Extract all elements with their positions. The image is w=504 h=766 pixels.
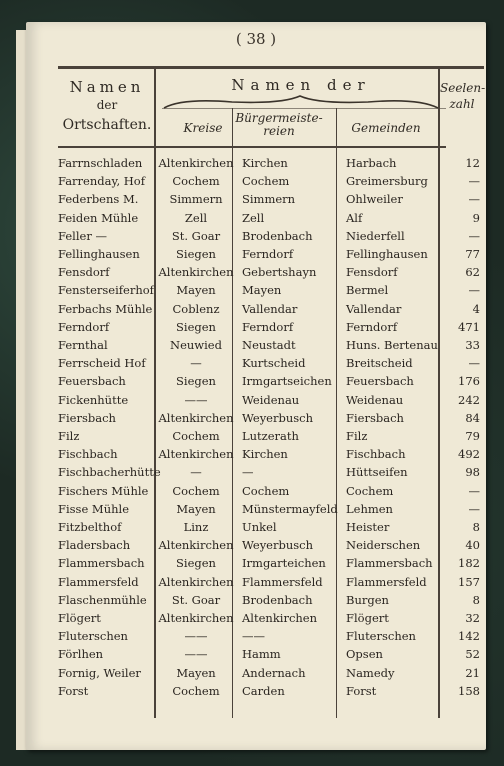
buergermeisterei-cell: Gebertshayn: [242, 265, 317, 280]
buergermeisterei-cell: Vallendar: [242, 301, 298, 316]
seelenzahl-cell: —: [468, 192, 480, 207]
kreis-cell: Mayen: [176, 283, 216, 298]
gemeinde-cell: Niederfell: [346, 228, 405, 243]
place-name: Flammersfeld: [58, 574, 139, 589]
place-name: Fisse Mühle: [58, 501, 129, 516]
seelenzahl-cell: 471: [458, 319, 480, 334]
buergermeisterei-cell: Simmern: [242, 192, 296, 207]
top-rule: [58, 66, 484, 69]
kreis-cell: Linz: [183, 520, 209, 534]
seelenzahl-cell: 142: [458, 629, 480, 644]
gemeinde-cell: Breitscheid: [346, 356, 413, 371]
header-gemeinden: Gemeinden: [351, 121, 421, 135]
seelenzahl-cell: 158: [458, 683, 480, 698]
place-name: Förlhen: [58, 647, 104, 662]
seelenzahl-cell: 4: [472, 301, 480, 316]
gemeinde-cell: Lehmen: [346, 501, 393, 516]
gemeinde-cell: Neiderschen: [346, 538, 421, 553]
place-name: Fickenhütte: [58, 392, 129, 407]
kreis-cell: St. Goar: [171, 228, 221, 243]
kreis-cell: Zell: [184, 210, 208, 225]
kreis-cell: Altenkirchen: [158, 447, 234, 462]
seelenzahl-cell: —: [468, 501, 480, 516]
place-name: Filz: [58, 429, 80, 443]
kreis-cell: Mayen: [176, 665, 216, 680]
seelenzahl-cell: 8: [472, 520, 480, 534]
buergermeisterei-cell: Kirchen: [242, 447, 288, 462]
place-name: Flammersbach: [58, 556, 145, 571]
place-name: Fluterschen: [58, 629, 128, 644]
kreis-cell: St. Goar: [171, 592, 221, 607]
kreis-cell: Simmern: [169, 192, 223, 207]
gemeinde-cell: Flögert: [346, 611, 389, 625]
buergermeisterei-cell: Irmgarteichen: [242, 556, 326, 571]
kreis-cell: Altenkirchen: [158, 611, 234, 625]
gemeinde-cell: Greimersburg: [346, 174, 428, 189]
place-name: Fensdorf: [58, 265, 110, 280]
seelenzahl-cell: 242: [458, 392, 480, 407]
buergermeisterei-cell: Mayen: [242, 283, 282, 298]
buergermeisterei-cell: Irmgartseichen: [242, 374, 332, 389]
buergermeisterei-cell: Weyerbusch: [242, 410, 314, 425]
buergermeisterei-cell: Lutzerath: [242, 429, 299, 443]
place-name: Feiden Mühle: [58, 210, 139, 225]
buergermeisterei-cell: Zell: [242, 210, 265, 225]
place-name: Fischbacherhütte: [58, 465, 161, 480]
gemeinde-cell: Flammersbach: [346, 556, 433, 571]
buergermeisterei-cell: Carden: [242, 683, 285, 698]
kreis-cell: Cochem: [172, 174, 220, 189]
place-name: Farrenday, Hof: [58, 174, 145, 189]
kreis-cell: Cochem: [172, 483, 220, 498]
seelenzahl-cell: 21: [465, 665, 480, 680]
gemeinde-cell: Hüttseifen: [346, 465, 408, 480]
header-brace: [162, 94, 442, 112]
buergermeisterei-cell: Flammersfeld: [242, 574, 323, 589]
kreis-cell: ——: [184, 392, 208, 407]
seelenzahl-cell: 79: [465, 429, 480, 443]
place-name: Feuersbach: [58, 374, 126, 389]
kreis-cell: Cochem: [172, 683, 220, 698]
kreis-cell: ——: [184, 647, 208, 662]
place-name: Flögert: [58, 611, 101, 625]
seelenzahl-cell: 182: [458, 556, 480, 571]
seelenzahl-cell: —: [468, 483, 480, 498]
buergermeisterei-cell: Neustadt: [242, 338, 296, 352]
kreis-cell: —: [190, 356, 202, 371]
kreis-cell: Siegen: [176, 247, 216, 261]
header-kreise: Kreise: [183, 121, 223, 135]
kreis-cell: —: [190, 465, 202, 480]
place-name: Fischers Mühle: [58, 483, 149, 498]
seelenzahl-cell: 157: [458, 574, 480, 589]
buergermeisterei-cell: Weyerbusch: [242, 538, 314, 553]
seelenzahl-cell: 176: [458, 374, 480, 389]
seelenzahl-cell: 52: [465, 647, 480, 662]
gemeinde-cell: Fensdorf: [346, 265, 398, 280]
kreis-cell: Altenkirchen: [158, 538, 234, 553]
buergermeisterei-cell: Andernach: [242, 665, 306, 680]
seelenzahl-cell: 84: [465, 410, 480, 425]
buergermeisterei-cell: Cochem: [242, 174, 290, 189]
kreis-cell: Siegen: [176, 556, 216, 571]
header-der: der: [96, 98, 118, 112]
gemeinde-cell: Fluterschen: [346, 629, 416, 644]
place-name: Fornig, Weiler: [58, 665, 141, 680]
buergermeisterei-cell: Hamm: [242, 647, 281, 662]
gemeinde-cell: Cochem: [346, 483, 394, 498]
gemeinde-cell: Flammersfeld: [346, 574, 427, 589]
seelenzahl-cell: 12: [465, 156, 480, 170]
place-name: Feller —: [58, 228, 107, 243]
seelenzahl-cell: —: [468, 283, 480, 298]
seelenzahl-cell: 98: [465, 465, 480, 480]
seelenzahl-cell: 77: [465, 247, 480, 261]
seelenzahl-cell: 62: [465, 265, 480, 280]
kreis-cell: ——: [184, 629, 208, 644]
buergermeisterei-cell: Brodenbach: [242, 592, 313, 607]
kreis-cell: Altenkirchen: [158, 410, 234, 425]
subheader-rule: [162, 108, 446, 109]
gemeinde-cell: Namedy: [346, 665, 395, 680]
buergermeisterei-cell: Brodenbach: [242, 228, 313, 243]
seelenzahl-cell: 33: [465, 338, 480, 352]
header-buergermeistereien: Bürgermeiste- reien: [235, 111, 323, 138]
gemeinde-cell: Feuersbach: [346, 374, 414, 389]
header-seelenzahl: Seelen- zahl: [440, 81, 486, 111]
gemeinde-cell: Ferndorf: [346, 319, 398, 334]
header-namen-der: Namen der: [231, 76, 371, 94]
buergermeisterei-cell: Ferndorf: [242, 247, 294, 261]
kreis-cell: Mayen: [176, 501, 216, 516]
buergermeisterei-cell: Kirchen: [242, 156, 288, 170]
gemeinde-cell: Fiersbach: [346, 410, 404, 425]
place-name: Forst: [58, 683, 89, 698]
place-name: Ferrscheid Hof: [58, 356, 146, 371]
header-rule: [58, 146, 446, 148]
place-name: Fiersbach: [58, 410, 116, 425]
gemeinde-cell: Harbach: [346, 156, 397, 170]
kreis-cell: Siegen: [176, 374, 216, 389]
gemeinde-cell: Opsen: [346, 647, 383, 662]
kreis-cell: Siegen: [176, 319, 216, 334]
kreis-cell: Cochem: [172, 429, 220, 443]
place-name: Fitzbelthof: [58, 520, 122, 534]
kreis-cell: Altenkirchen: [158, 265, 234, 280]
buergermeisterei-cell: Münstermayfeld: [242, 501, 338, 516]
gemeinde-cell: Fischbach: [346, 447, 406, 462]
gemeinde-cell: Ohlweiler: [346, 192, 403, 207]
gemeinde-cell: Vallendar: [346, 301, 402, 316]
seelenzahl-cell: —: [468, 228, 480, 243]
book-page: [26, 22, 486, 750]
buergermeisterei-cell: Kurtscheid: [242, 356, 306, 371]
gemeinde-cell: Weidenau: [346, 392, 404, 407]
gemeinde-cell: Filz: [346, 429, 368, 443]
gemeinde-cell: Fellinghausen: [346, 247, 428, 261]
place-name: Fischbach: [58, 447, 118, 462]
place-name: Ferndorf: [58, 319, 110, 334]
buergermeisterei-cell: Ferndorf: [242, 319, 294, 334]
kreis-cell: Coblenz: [172, 301, 220, 316]
place-name: Fellinghausen: [58, 247, 140, 261]
place-name: Flaschenmühle: [58, 592, 147, 607]
header-namen: Namen: [69, 78, 145, 96]
gemeinde-cell: Bermel: [346, 283, 389, 298]
buergermeisterei-cell: Cochem: [242, 483, 290, 498]
seelenzahl-cell: 8: [472, 592, 480, 607]
seelenzahl-cell: —: [468, 356, 480, 371]
gemeinde-cell: Burgen: [346, 592, 389, 607]
place-name: Ferbachs Mühle: [58, 301, 153, 316]
seelenzahl-cell: —: [468, 174, 480, 189]
gemeinde-cell: Heister: [346, 520, 390, 534]
buergermeisterei-cell: Weidenau: [242, 392, 300, 407]
gemeinde-cell: Alf: [346, 210, 363, 225]
buergermeisterei-cell: —: [242, 465, 254, 480]
kreis-cell: Neuwied: [170, 338, 222, 352]
buergermeisterei-cell: Altenkirchen: [242, 611, 318, 625]
table-row: [26, 680, 486, 702]
buergermeisterei-cell: Unkel: [242, 520, 277, 534]
place-name: Fensterseiferhof: [58, 283, 154, 298]
seelenzahl-cell: 492: [458, 447, 480, 462]
place-name: Farrnschladen: [58, 156, 143, 170]
kreis-cell: Altenkirchen: [158, 574, 234, 589]
place-name: Fernthal: [58, 338, 108, 352]
kreis-cell: Altenkirchen: [158, 156, 234, 170]
place-name: Fladersbach: [58, 538, 131, 553]
place-name: Federbens M.: [58, 192, 139, 207]
gemeinde-cell: Forst: [346, 683, 377, 698]
seelenzahl-cell: 32: [465, 611, 480, 625]
seelenzahl-cell: 40: [465, 538, 480, 553]
gemeinde-cell: Huns. Bertenau: [346, 338, 438, 352]
buergermeisterei-cell: ——: [242, 629, 265, 644]
header-ortschaften: Ortschaften.: [62, 117, 152, 133]
seelenzahl-cell: 9: [472, 210, 480, 225]
page-number: ( 38 ): [235, 30, 277, 48]
